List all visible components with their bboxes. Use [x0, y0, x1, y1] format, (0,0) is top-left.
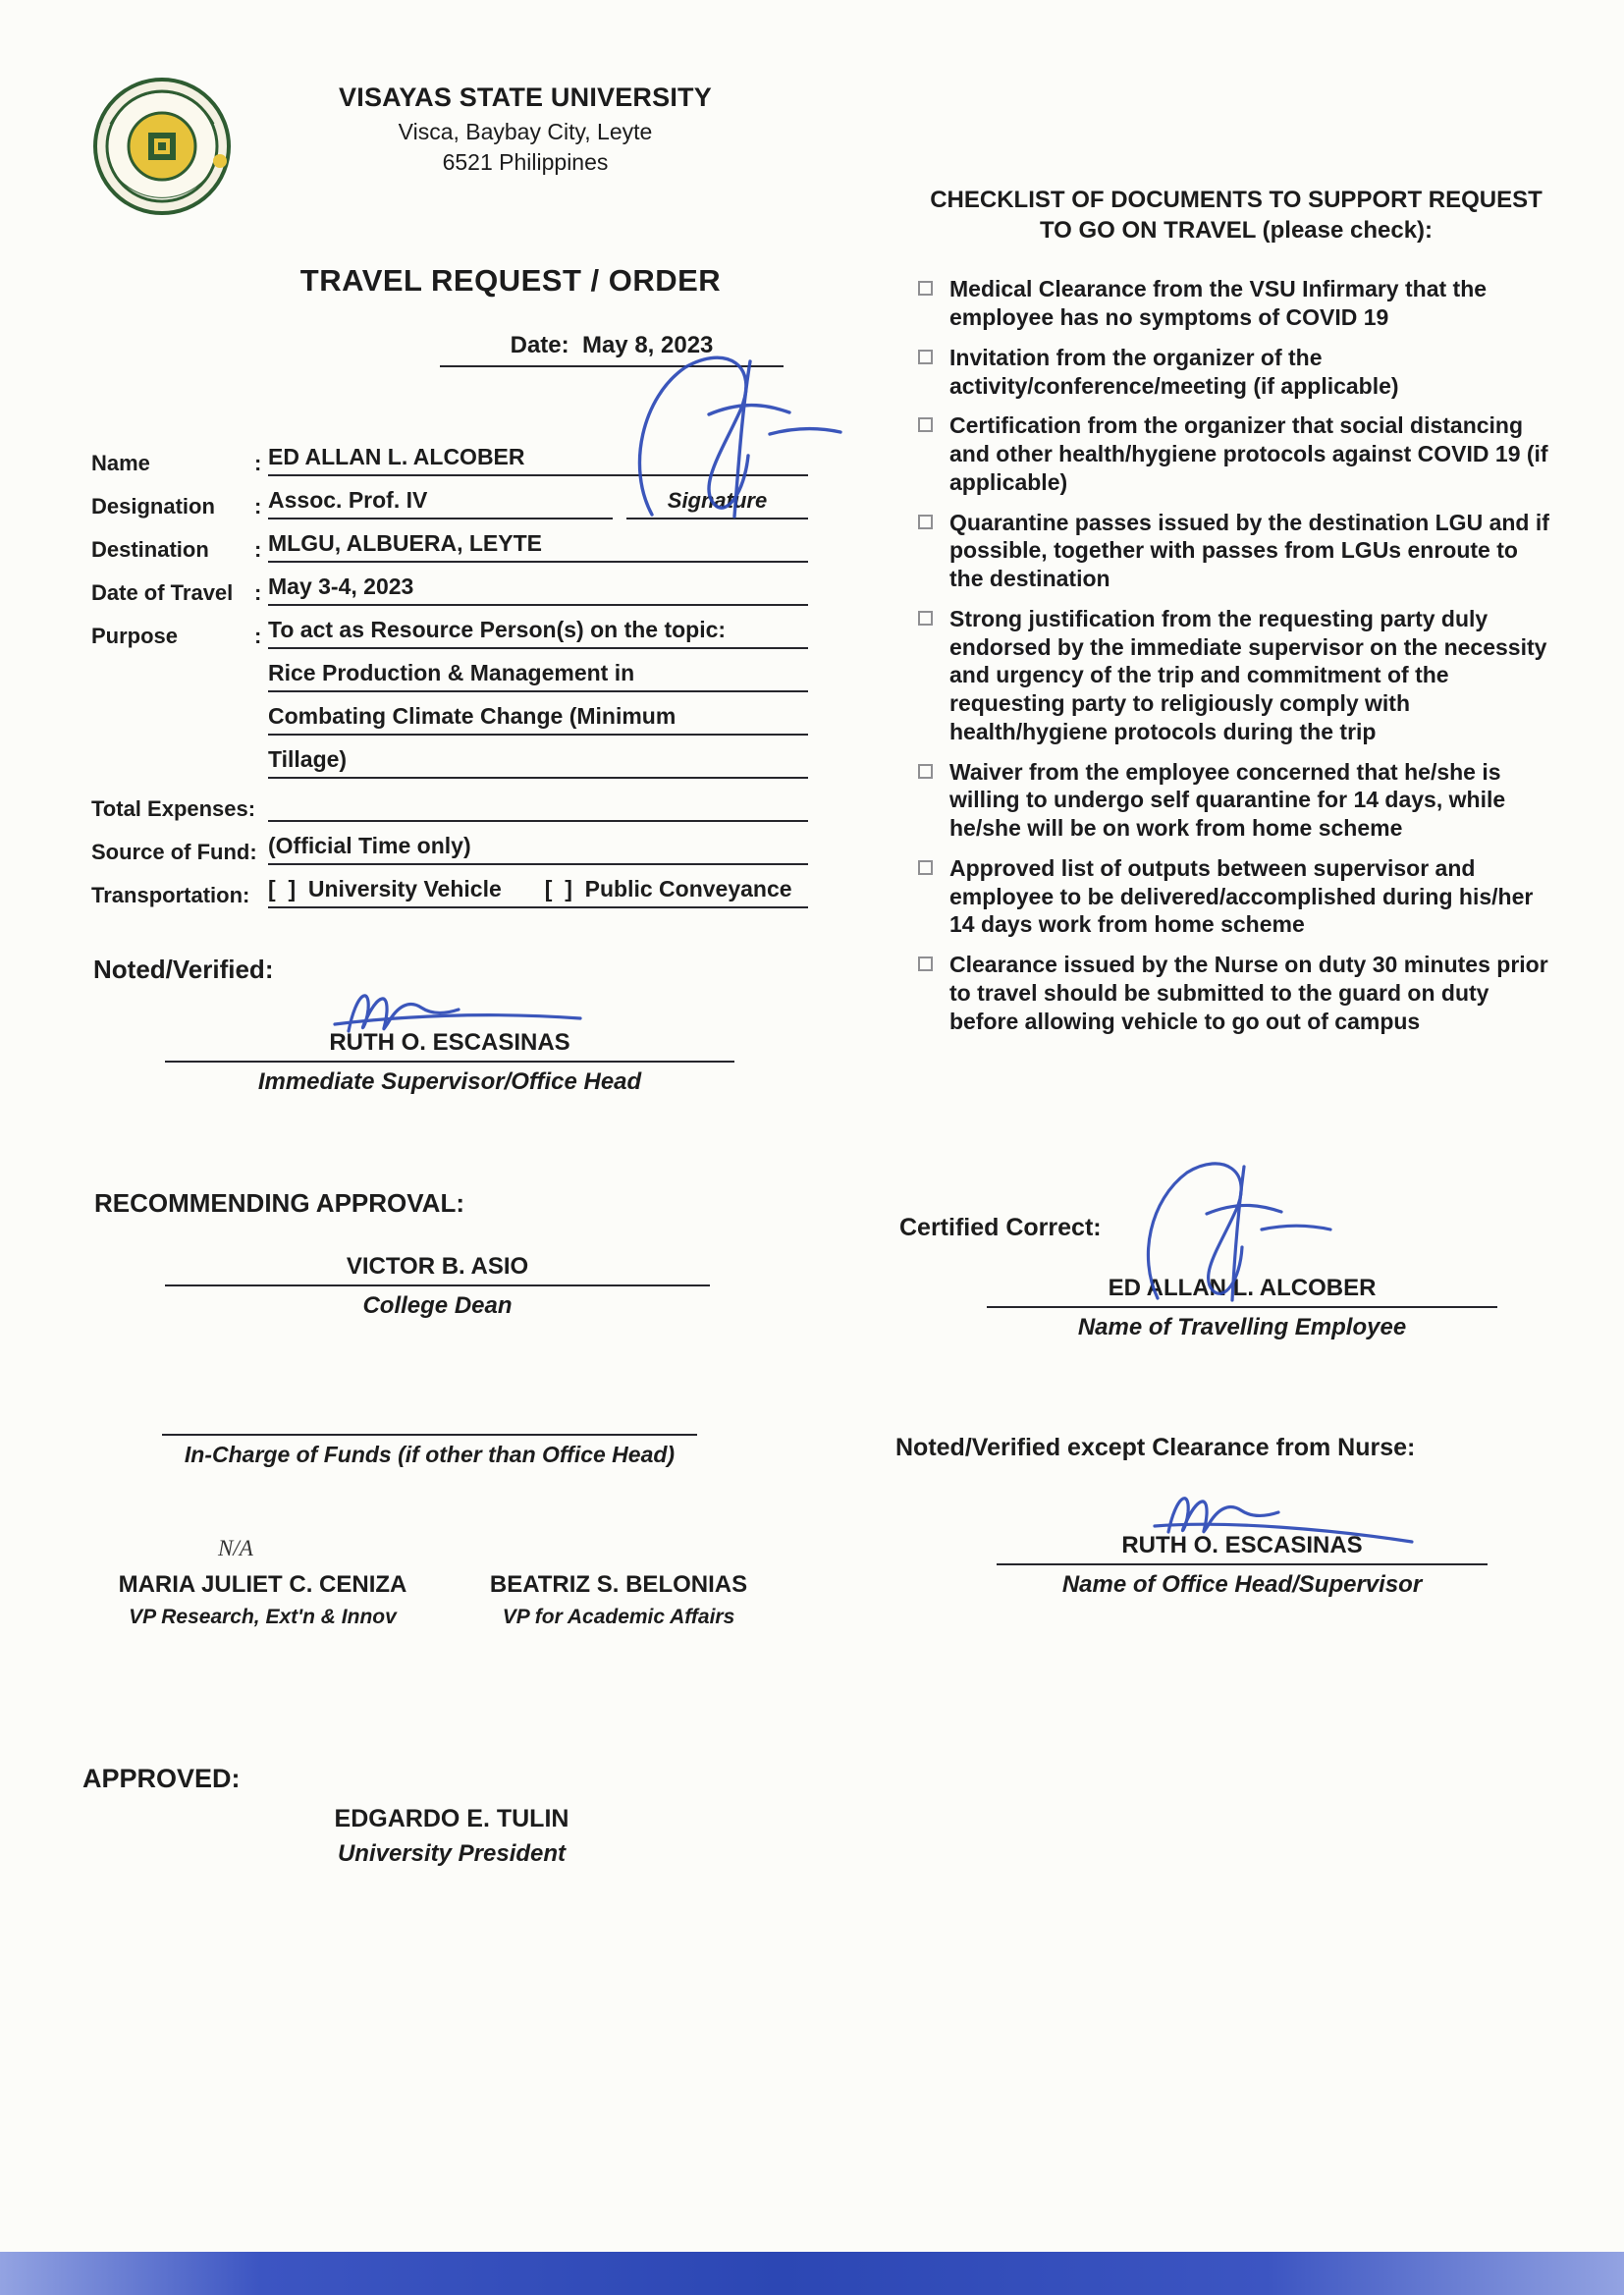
- noted-verified-label: Noted/Verified:: [93, 955, 274, 984]
- purpose-line-4: Tillage): [268, 746, 808, 779]
- designation-label: Designation: [91, 494, 215, 519]
- document-title: TRAVEL REQUEST / ORDER: [299, 263, 722, 298]
- colon: :: [254, 451, 262, 475]
- total-expenses-row: [91, 790, 808, 822]
- colon: :: [254, 624, 262, 648]
- funds-signature-line: [162, 1393, 697, 1436]
- checklist-item-text: Medical Clearance from the VSU Infirmary that the employee has no symptoms of COVID 19: [949, 276, 1488, 331]
- purpose-line-2: Rice Production & Management in: [268, 660, 808, 692]
- colon: :: [254, 494, 262, 519]
- checklist-title-line1: CHECKLIST OF DOCUMENTS TO SUPPORT REQUEST: [930, 187, 1543, 213]
- colon: :: [254, 537, 262, 562]
- checkbox-icon[interactable]: [918, 417, 933, 432]
- checklist-section: [918, 185, 1554, 1047]
- na-annotation: N/A: [218, 1536, 253, 1560]
- checklist-item-text: Strong justification from the requesting party duly endorsed by the immediate supervisor on the necessity and urgency of the trip and commitment of the requesting party to religiously comply with health/hygiene protocols during the trip: [949, 605, 1547, 744]
- supervisor-signature-right: [1149, 1485, 1419, 1563]
- vsu-logo-seal: [90, 75, 234, 218]
- supervisor-name: RUTH O. ESCASINAS: [165, 1029, 734, 1063]
- purpose-line-1: To act as Resource Person(s) on the topic:: [268, 617, 808, 649]
- supervisor-title: Immediate Supervisor/Office Head: [257, 1068, 642, 1095]
- university-name: VISAYAS STATE UNIVERSITY: [339, 82, 712, 112]
- checkbox-icon[interactable]: [918, 281, 933, 296]
- travel-date-label: Date of Travel: [91, 580, 234, 605]
- name-label: Name: [91, 451, 150, 475]
- vp-research-title: VP Research, Ext'n & Innov: [129, 1606, 397, 1628]
- office-head-title: Name of Office Head/Supervisor: [1061, 1571, 1423, 1598]
- checkbox-icon[interactable]: [918, 764, 933, 779]
- approved-label: APPROVED:: [82, 1764, 241, 1793]
- travel-date-value: May 3-4, 2023: [268, 574, 808, 606]
- employee-signature-certified: [1134, 1157, 1335, 1306]
- funds-sign-block: [162, 1393, 697, 1468]
- checklist-item-text: Quarantine passes issued by the destination LGU and if possible, together with passes from LGUs enroute to the destination: [949, 509, 1549, 592]
- funds-title: In-Charge of Funds (if other than Office Head): [184, 1442, 676, 1467]
- noted-except-label: Noted/Verified except Clearance from Nurse:: [895, 1434, 1416, 1461]
- president-name: EDGARDO E. TULIN: [334, 1805, 569, 1832]
- travel-date-row: [91, 574, 808, 606]
- vp-research-block: [93, 1571, 432, 1629]
- checklist-item: [918, 605, 1554, 746]
- university-address-line1: Visca, Baybay City, Leyte: [398, 119, 653, 144]
- dean-sign-block: [165, 1253, 710, 1320]
- signature-line-label: Signature: [626, 488, 808, 519]
- purpose-row-3: [91, 703, 808, 736]
- destination-value: MLGU, ALBUERA, LEYTE: [268, 530, 808, 563]
- destination-row: [91, 530, 808, 563]
- letterhead: [314, 82, 736, 178]
- total-expenses-label: Total Expenses:: [91, 796, 256, 821]
- vp-research-name: MARIA JULIET C. CENIZA: [118, 1571, 407, 1598]
- source-of-fund-label: Source of Fund:: [91, 840, 257, 864]
- checklist-title-line2: TO GO ON TRAVEL (please check):: [1039, 217, 1434, 245]
- total-expenses-value: [268, 790, 808, 822]
- scan-edge-artifact: [0, 2252, 1624, 2295]
- purpose-label: Purpose: [91, 624, 179, 648]
- checkbox-icon[interactable]: [918, 956, 933, 971]
- designation-value: Assoc. Prof. IV: [268, 487, 613, 519]
- source-of-fund-row: [91, 833, 808, 865]
- vp-academic-name: BEATRIZ S. BELONIAS: [489, 1571, 748, 1598]
- checkbox-icon[interactable]: [918, 611, 933, 626]
- checklist-item-text: Invitation from the organizer of the activity/conference/meeting (if applicable): [949, 344, 1399, 399]
- checklist-item: [918, 275, 1554, 332]
- checkbox-icon[interactable]: [918, 515, 933, 529]
- president-title: University President: [337, 1840, 567, 1867]
- colon: :: [254, 580, 262, 605]
- checklist-item: [918, 951, 1554, 1035]
- checklist-item: [918, 854, 1554, 939]
- dean-title: College Dean: [362, 1292, 513, 1319]
- purpose-line-3: Combating Climate Change (Minimum: [268, 703, 808, 736]
- checklist-item: [918, 411, 1554, 496]
- checklist-item: [918, 509, 1554, 593]
- checklist-item-text: Waiver from the employee concerned that he/she is willing to undergo self quarantine for 14 days, while he/she will be on work from home scheme: [949, 758, 1506, 842]
- destination-label: Destination: [91, 537, 209, 562]
- transportation-label: Transportation:: [91, 883, 250, 907]
- travelling-employee-name: ED ALLAN L. ALCOBER: [987, 1275, 1497, 1308]
- supervisor-signature-left: [329, 978, 589, 1049]
- checklist-items: [918, 275, 1554, 1035]
- transport-option-university-vehicle[interactable]: [ ] University Vehicle: [268, 876, 502, 902]
- checklist-item-text: Clearance issued by the Nurse on duty 30 minutes prior to travel should be submitted to the guard on duty before allowing vehicle to go out of campus: [949, 952, 1548, 1034]
- checkbox-icon[interactable]: [918, 860, 933, 875]
- source-of-fund-value: (Official Time only): [268, 833, 808, 865]
- checklist-item: [918, 758, 1554, 843]
- checklist-item-text: Approved list of outputs between supervisor and employee to be delivered/accomplished during his/her 14 days work from home scheme: [949, 854, 1534, 938]
- checklist-item: [918, 344, 1554, 401]
- transport-option-public-conveyance[interactable]: [ ] Public Conveyance: [544, 876, 792, 902]
- checklist-item-text: Certification from the organizer that social distancing and other health/hygiene protocols against COVID 19 (if applicable): [949, 412, 1548, 495]
- certified-correct-label: Certified Correct:: [899, 1214, 1102, 1241]
- vp-academic-title: VP for Academic Affairs: [502, 1606, 735, 1628]
- recommending-approval-label: RECOMMENDING APPROVAL:: [94, 1188, 464, 1218]
- purpose-row-4: [91, 746, 808, 779]
- vp-academic-block: [461, 1571, 776, 1629]
- transportation-row: [91, 876, 808, 908]
- employee-signature-top: [624, 350, 842, 522]
- dean-name: VICTOR B. ASIO: [165, 1253, 710, 1286]
- president-block: [280, 1805, 623, 1868]
- checkbox-icon[interactable]: [918, 350, 933, 364]
- name-value: ED ALLAN L. ALCOBER: [268, 444, 808, 476]
- travelling-employee-title: Name of Travelling Employee: [1077, 1314, 1407, 1340]
- university-address-line2: 6521 Philippines: [442, 149, 609, 176]
- office-head-name: RUTH O. ESCASINAS: [997, 1532, 1488, 1565]
- purpose-row: [91, 617, 808, 649]
- purpose-row-2: [91, 660, 808, 692]
- date-field: Date: May 8, 2023: [440, 332, 784, 367]
